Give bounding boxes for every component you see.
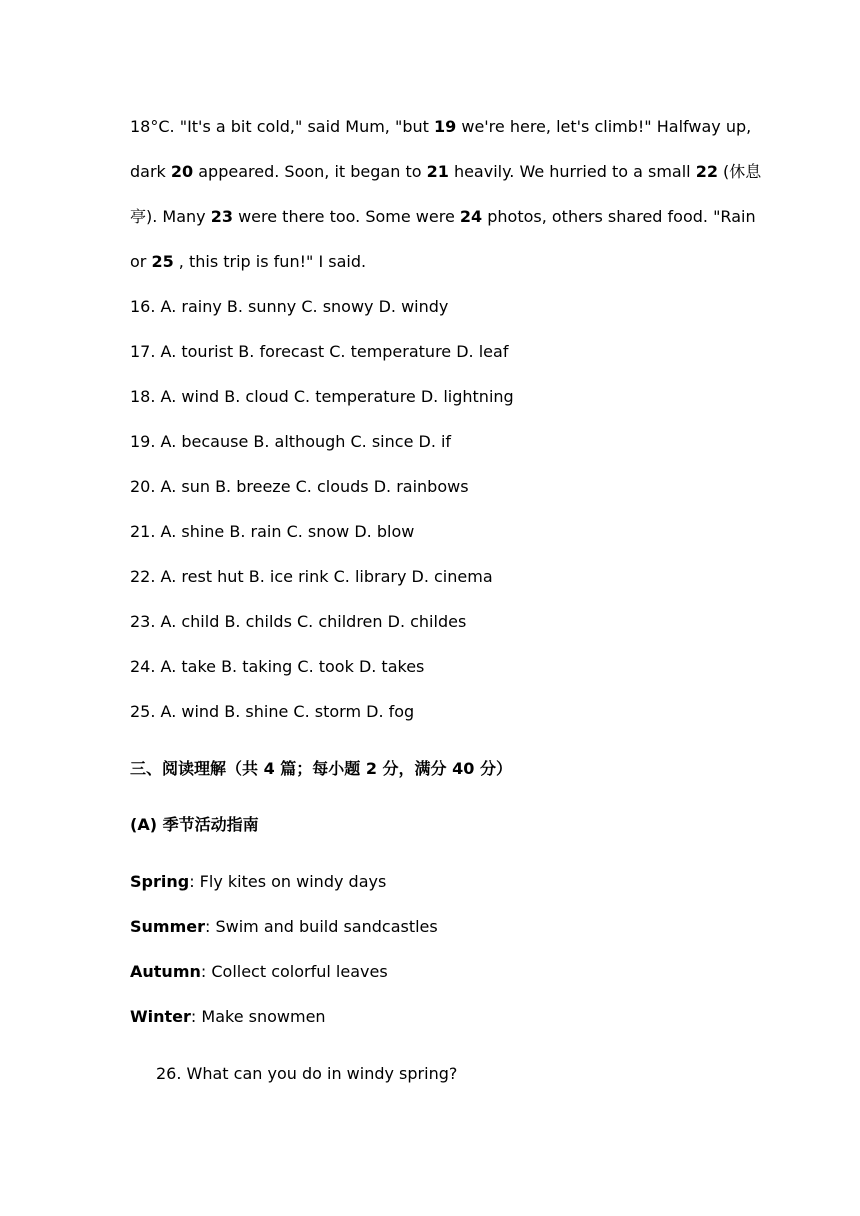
passage-text: 18°C. "It's a bit cold," said Mum, "but <box>130 117 434 136</box>
season-activity: : Collect colorful leaves <box>200 962 388 981</box>
blank-number-23: 23 <box>210 207 233 226</box>
season-item-winter <box>130 1007 326 1027</box>
season-name: Autumn <box>130 962 201 981</box>
passage-text: were there too. Some were <box>233 207 460 226</box>
passage-text: we're here, let's climb!" Halfway up, <box>456 117 752 136</box>
option-line-16: 16. A. rainy B. sunny C. snowy D. windy <box>130 297 449 316</box>
season-activity: : Swim and build sandcastles <box>205 917 438 936</box>
option-line-20: 20. A. sun B. breeze C. clouds D. rainbows <box>130 477 469 496</box>
passage-text: photos, others shared food. "Rain <box>482 207 756 226</box>
passage-text: or <box>130 252 152 271</box>
section-heading: 三、阅读理解（共 4 篇；每小题 2 分，满分 40 分） <box>130 759 512 778</box>
option-line-22: 22. A. rest hut B. ice rink C. library D. cinema <box>130 567 493 586</box>
season-activity: : Fly kites on windy days <box>189 872 387 891</box>
passage-line-4 <box>130 252 366 272</box>
blank-number-20: 20 <box>170 162 194 181</box>
passage-text: dark <box>130 162 171 181</box>
passage-text: heavily. We hurried to a small <box>448 162 696 181</box>
passage-line-2 <box>130 162 761 182</box>
passage-line-1 <box>130 117 751 137</box>
season-name: Summer <box>130 917 205 936</box>
passage-text: appeared. Soon, it began to <box>193 162 427 181</box>
season-item-autumn <box>130 962 388 982</box>
option-line-17: 17. A. tourist B. forecast C. temperature D. leaf <box>130 342 509 361</box>
season-name: Winter <box>130 1007 191 1026</box>
passage-subheading: (A) 季节活动指南 <box>130 815 259 834</box>
option-line-24: 24. A. take B. taking C. took D. takes <box>130 657 425 676</box>
season-item-summer <box>130 917 438 937</box>
option-line-23: 23. A. child B. childs C. children D. childes <box>130 612 467 631</box>
option-line-25: 25. A. wind B. shine C. storm D. fog <box>130 702 415 721</box>
blank-number-25: 25 <box>151 252 174 271</box>
season-name: Spring <box>130 872 190 891</box>
season-item-spring <box>130 872 386 892</box>
option-line-18: 18. A. wind B. cloud C. temperature D. lightning <box>130 387 514 406</box>
blank-number-22: 22 <box>695 162 718 181</box>
season-activity: : Make snowmen <box>190 1007 326 1026</box>
passage-text: , this trip is fun!" I said. <box>173 252 367 271</box>
passage-text: 亭). Many <box>130 207 211 226</box>
passage-line-3 <box>130 207 756 227</box>
blank-number-21: 21 <box>426 162 449 181</box>
passage-text: (休息 <box>717 162 762 181</box>
option-line-19: 19. A. because B. although C. since D. if <box>130 432 452 451</box>
option-line-21: 21. A. shine B. rain C. snow D. blow <box>130 522 415 541</box>
question-26: 26. What can you do in windy spring? <box>156 1064 458 1083</box>
blank-number-19: 19 <box>434 117 457 136</box>
blank-number-24: 24 <box>459 207 483 226</box>
